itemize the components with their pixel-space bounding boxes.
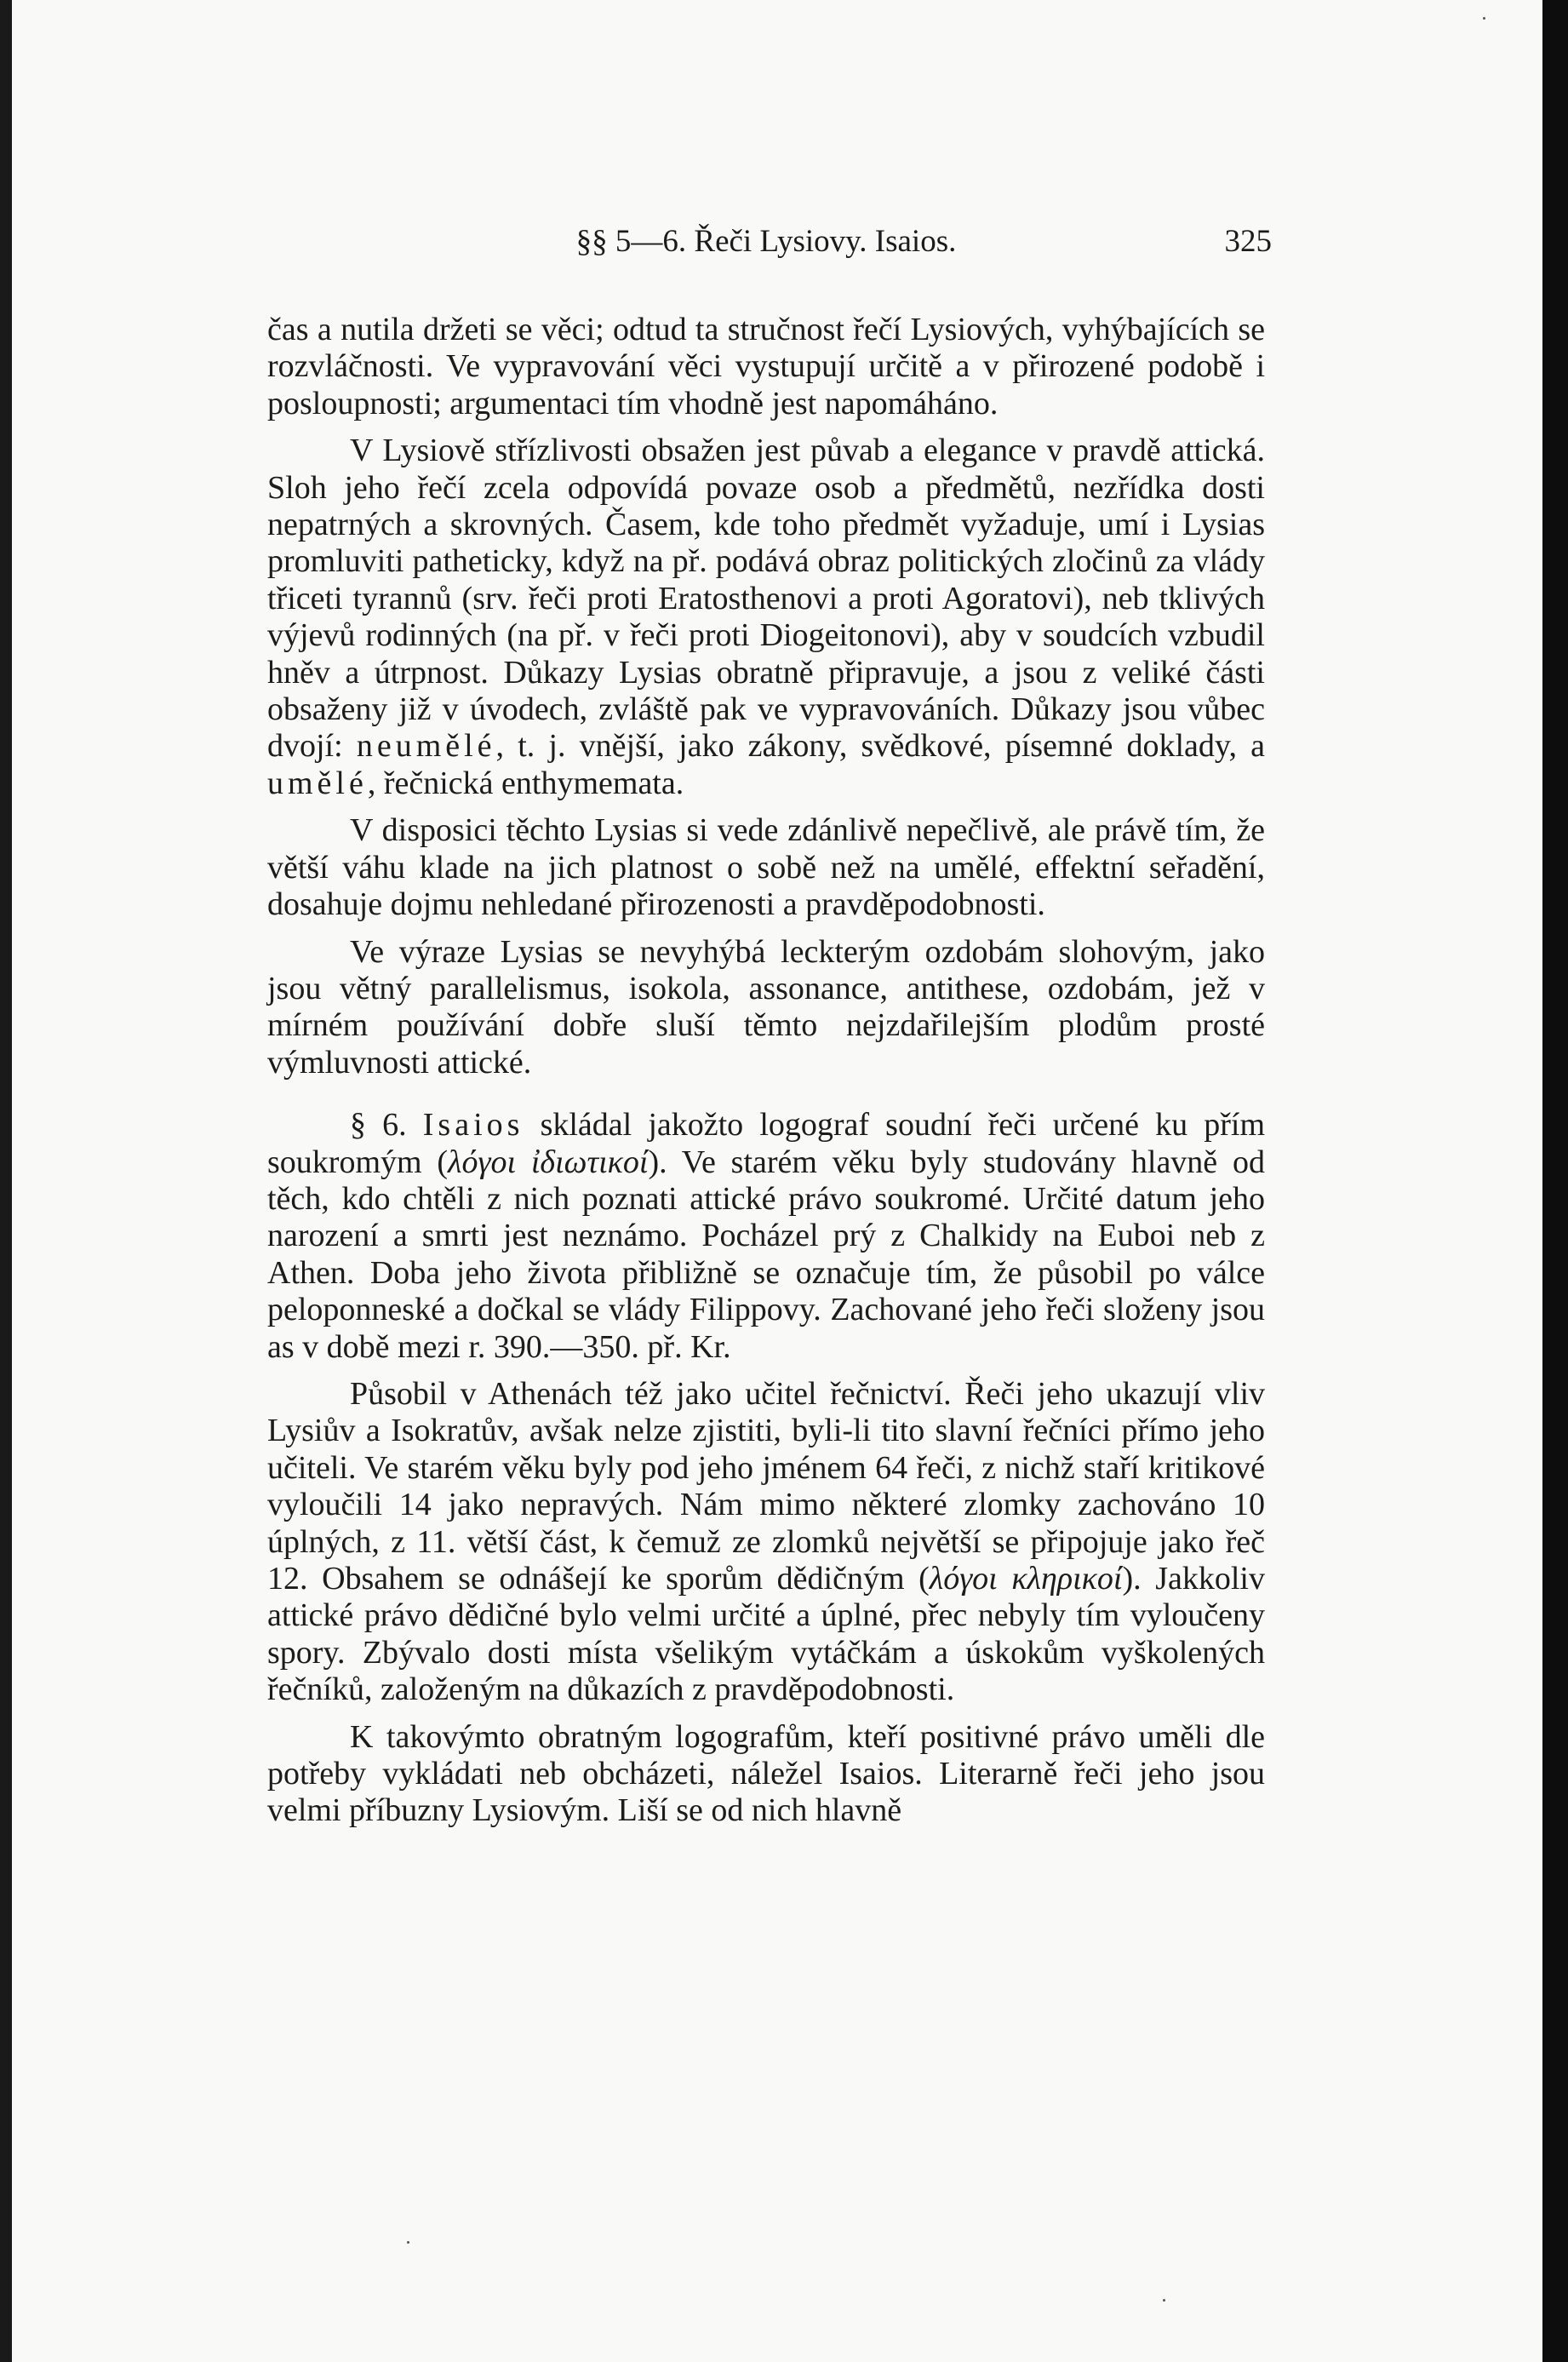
paragraph-2-end: , řečnická enthymemata. <box>367 765 684 801</box>
greek-logoi-idiotikoi: λόγοι ἰδιωτικοί <box>448 1144 649 1180</box>
scan-speck <box>1483 17 1485 20</box>
body-text <box>267 312 1265 1840</box>
paragraph-6-a: Působil v Athenách též jako učitel řečnictví. Řeči jeho ukazují vliv Lysiův a Isokratův, avšak nelze zjistiti, byli-li tito slavní řečníci přímo jeho učiteli. Ve starém věku byly pod jeho jménem 64 řeči, z nichž staří kritikové vyloučili 14 jako nepravých. Nám mimo některé zlomky zachováno 10 úplných, z 11. větší část, k čemuž ze zlomků největší se připojuje jako řeč 12. Obsahem se odnášejí ke sporům dědičným ( <box>267 1375 1265 1597</box>
paragraph-5-section-isaios <box>267 1107 1265 1366</box>
paragraph-4: Ve výraze Lysias se nevyhýbá leckterým ozdobám slohovým, jako jsou větný parallelismus, isokola, assonance, antithese, ozdobám, jež v mírném používání dobře sluší těmto nejzdařilejším plodům prosté výmluvnosti attické. <box>267 933 1265 1081</box>
paragraph-5-b: ). Ve starém věku byly studovány hlavně od těch, kdo chtěli z nich poznati attické právo soukromé. Určité datum jeho narození a smrti jest neznámo. Pocházel prý z Chalkidy na Euboi neb z Athen. Doba jeho života přibližně se označuje tím, že působil po válce peloponneské a dočkal se vlády Filippovy. Zachované jeho řeči složeny jsou as v době mezi r. 390.—350. př. Kr. <box>267 1144 1266 1365</box>
page-header <box>260 223 1272 266</box>
paragraph-7: K takovýmto obratným logografům, kteří positivné právo uměli dle potřeby vykládati neb obcházeti, náležel Isaios. Literarně řeči jeho jsou velmi příbuzny Lysiovým. Liší se od nich hlavně <box>267 1718 1265 1829</box>
paragraph-5-a: skládal jakožto logograf soudní řeči určené ku přím soukromým ( <box>267 1107 1266 1180</box>
section-mark: § 6. <box>350 1107 407 1144</box>
scan-speck <box>407 2241 409 2244</box>
paragraph-1: čas a nutila držeti se věci; odtud ta stručnost řečí Lysiových, vyhýbajících se rozvláčnosti. Ve vypravování věci vystupují určitě a v přirozené podobě i posloupnosti; argumentaci tím vhodně jest napomáháno. <box>267 312 1265 421</box>
term-umele: umělé <box>267 765 368 801</box>
scan-edge-right <box>1542 0 1568 2362</box>
paragraph-2 <box>267 433 1265 802</box>
scan-edge-left <box>0 0 12 2362</box>
name-isaios: Isaios <box>422 1107 524 1144</box>
paragraph-6-b: ). Jakkoliv attické právo dědičné bylo velmi určité a úplné, přec nebyly tím vyloučeny spory. Zbývalo dosti místa všelikým vytáčkám a úskokům vyškolených řečníků, založeným na důkazích z pravděpodobnosti. <box>267 1561 1265 1708</box>
greek-logoi-klerikoi: λόγοι κληρικοί <box>929 1561 1123 1597</box>
scan-speck <box>1163 2299 1165 2302</box>
page-number: 325 <box>1224 224 1272 259</box>
paragraph-3: V disposici těchto Lysias si vede zdánlivě nepečlivě, ale právě tím, že větší váhu klade na jich platnost o sobě než na umělé, effektní seřadění, dosahuje dojmu nehledané přirozenosti a pravděpodobnosti. <box>267 812 1265 923</box>
running-head: §§ 5—6. Řeči Lysiovy. Isaios. <box>575 224 957 259</box>
term-neumele: neumělé <box>356 728 496 765</box>
paragraph-2-mid: , t. j. vnější, jako zákony, svědkové, písemné doklady, a <box>495 728 1265 765</box>
paragraph-6 <box>267 1376 1265 1709</box>
paragraph-2-text: V Lysiově střízlivosti obsažen jest půvab a elegance v pravdě attická. Sloh jeho řečí zcela odpovídá povaze osob a předmětů, nezřídka dosti nepatrných a skrovných. Časem, kde toho předmět vyžaduje, umí i Lysias promluviti patheticky, když na př. podává obraz politických zločinů za vlády třiceti tyrannů (srv. řeči proti Eratosthenovi a proti Agoratovi), neb tklivých výjevů rodinných (na př. v řeči proti Diogeitonovi), aby v soudcích vzbudil hněv a útrpnost. Důkazy Lysias obratně připravuje, a jsou z veliké části obsaženy již v úvodech, zvláště pak ve vypravováních. Důkazy jsou vůbec dvojí: <box>267 433 1265 765</box>
